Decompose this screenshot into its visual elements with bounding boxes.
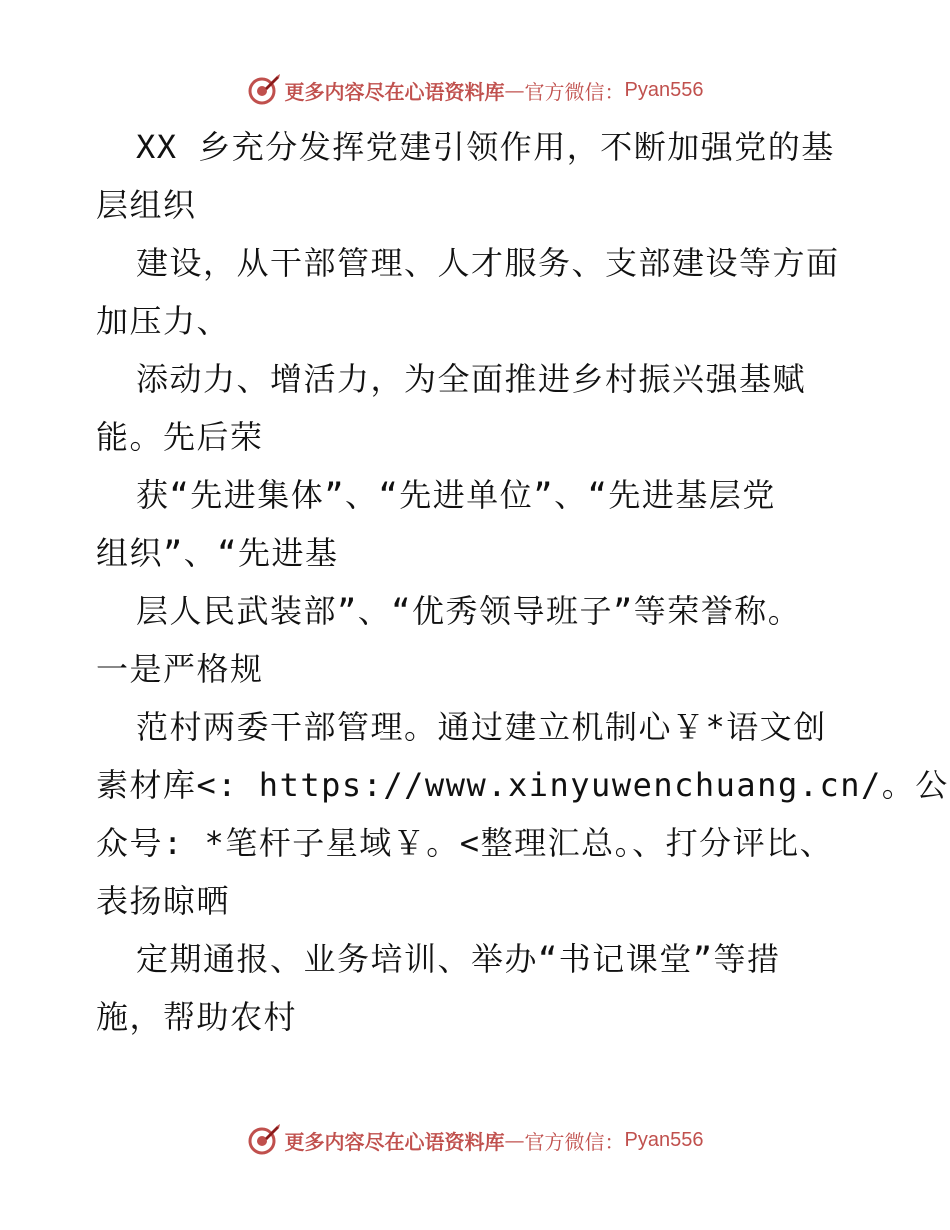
body-line: 组织”、“先进基 <box>96 534 339 572</box>
body-line: 一是严格规 <box>96 650 264 688</box>
body-line: 加压力、 <box>96 302 231 340</box>
footer-wechat-label: 官方微信： <box>524 1129 625 1154</box>
footer-wechat-handle: Pyan556 <box>624 1128 704 1151</box>
body-line: 获“先进集体”、“先进单位”、“先进基层党 <box>136 476 776 514</box>
body-line: 建设，从干部管理、人才服务、支部建设等方面 <box>136 244 840 282</box>
header-dash: — <box>504 78 525 102</box>
body-line: 素材库<: https://www.xinyuwenchuang.cn/。公 <box>96 766 949 804</box>
header-wechat-handle: Pyan556 <box>624 78 704 101</box>
pen-logo-icon <box>247 73 281 107</box>
footer-dash: — <box>504 1128 525 1152</box>
body-line: 范村两委干部管理。通过建立机制心￥*语文创 <box>136 708 827 746</box>
body-line: 众号: *笔杆子星域￥。<整理汇总。、打分评比、 <box>96 824 834 862</box>
body-line: 层人民武装部”、“优秀领导班子”等荣誉称。 <box>136 592 802 630</box>
pen-logo-icon <box>247 1123 281 1157</box>
body-line: 添动力、增活力，为全面推进乡村振兴强基赋 <box>136 360 807 398</box>
body-line: 层组织 <box>96 186 197 224</box>
header-wechat-label: 官方微信： <box>524 79 625 104</box>
document-body <box>96 118 949 1046</box>
header-site-name: 更多内容尽在心语资料库 <box>284 79 505 104</box>
body-line: 施，帮助农村 <box>96 998 298 1036</box>
footer-site-name: 更多内容尽在心语资料库 <box>284 1129 505 1154</box>
header-banner <box>0 72 950 108</box>
body-line: XX 乡充分发挥党建引领作用，不断加强党的基 <box>136 128 835 166</box>
body-line: 能。先后荣 <box>96 418 264 456</box>
footer-banner <box>0 1122 950 1158</box>
body-line: 表扬晾晒 <box>96 882 231 920</box>
body-line: 定期通报、业务培训、举办“书记课堂”等措 <box>136 940 781 978</box>
